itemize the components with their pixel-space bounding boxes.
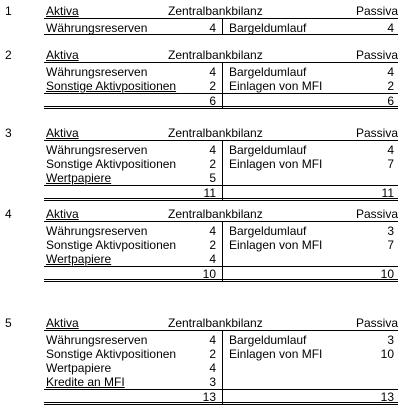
passiva-item-label: Bargeldumlauf	[229, 224, 307, 238]
aktiva-item-label: Wertpapiere	[46, 361, 112, 375]
passiva-total-row	[229, 267, 394, 281]
aktiva-item-value: 2	[209, 347, 216, 361]
balance-number: 2	[5, 48, 12, 62]
balance-number: 5	[5, 316, 12, 330]
passiva-item-value: 2	[387, 79, 394, 93]
aktiva-column	[44, 19, 223, 35]
aktiva-row	[46, 224, 216, 238]
aktiva-item-value: 4	[209, 224, 216, 238]
passiva-column	[223, 141, 398, 201]
passiva-row	[229, 21, 394, 35]
aktiva-heading: Aktiva	[46, 4, 79, 18]
passiva-heading: Passiva	[355, 4, 398, 18]
passiva-total: 6	[387, 94, 394, 108]
balance-number: 1	[5, 4, 12, 18]
aktiva-item-value: 4	[209, 65, 216, 79]
aktiva-item-value: 2	[209, 157, 216, 171]
aktiva-total: 11	[203, 186, 216, 200]
passiva-item-label: Einlagen von MFI	[229, 157, 323, 171]
passiva-item-label: Einlagen von MFI	[229, 238, 323, 252]
aktiva-item-value: 2	[209, 79, 216, 93]
aktiva-item-value: 4	[209, 252, 216, 266]
balance-header	[46, 48, 398, 62]
passiva-item-value: 10	[380, 347, 394, 361]
balance-title: Zentralbankbilanz	[168, 4, 263, 18]
passiva-item-value: 3	[387, 333, 394, 347]
passiva-heading: Passiva	[355, 316, 398, 330]
balance-title: Zentralbankbilanz	[168, 207, 263, 221]
aktiva-total: 13	[202, 390, 216, 404]
aktiva-row	[46, 65, 216, 79]
aktiva-row	[46, 21, 216, 35]
aktiva-heading: Aktiva	[46, 126, 79, 140]
passiva-item-label: Bargeldumlauf	[229, 143, 307, 157]
aktiva-total-row	[46, 390, 216, 404]
aktiva-item-label: Währungsreserven	[46, 65, 148, 79]
balance-table	[44, 140, 398, 201]
aktiva-row	[46, 171, 216, 185]
aktiva-total-row	[46, 186, 216, 200]
passiva-item-label: Bargeldumlauf	[229, 65, 307, 79]
passiva-row	[229, 157, 394, 171]
aktiva-item-label: Kredite an MFI	[46, 375, 125, 389]
passiva-total: 13	[380, 390, 394, 404]
passiva-heading: Passiva	[355, 126, 398, 140]
aktiva-item-label: Sonstige Aktivpositionen	[46, 347, 177, 361]
balance-number: 3	[5, 126, 12, 140]
aktiva-item-value: 4	[209, 333, 216, 347]
passiva-item-label: Einlagen von MFI	[229, 347, 323, 361]
aktiva-item-label: Währungsreserven	[46, 143, 148, 157]
passiva-column	[223, 63, 398, 109]
aktiva-item-value: 4	[209, 361, 216, 375]
aktiva-column	[44, 222, 223, 282]
aktiva-item-label: Sonstige Aktivpositionen	[46, 238, 177, 252]
balance-table	[44, 221, 398, 282]
aktiva-item-label: Wertpapiere	[46, 252, 112, 266]
passiva-item-value: 4	[387, 21, 394, 35]
aktiva-heading: Aktiva	[46, 316, 79, 330]
aktiva-item-value: 4	[209, 143, 216, 157]
aktiva-item-value: 5	[209, 171, 216, 185]
passiva-row	[229, 333, 394, 347]
passiva-item-value: 4	[387, 65, 394, 79]
aktiva-item-label: Wertpapiere	[46, 171, 112, 185]
passiva-row	[229, 238, 394, 252]
balance-header	[46, 4, 398, 18]
aktiva-row	[46, 347, 216, 361]
passiva-column	[223, 331, 398, 405]
aktiva-item-value: 3	[209, 375, 216, 389]
passiva-total: 10	[380, 267, 394, 281]
aktiva-total-row	[46, 94, 216, 108]
passiva-column	[223, 19, 398, 35]
aktiva-row	[46, 143, 216, 157]
passiva-heading: Passiva	[355, 48, 398, 62]
balance-header	[46, 126, 398, 140]
aktiva-row	[46, 157, 216, 171]
aktiva-heading: Aktiva	[46, 207, 79, 221]
passiva-total-row	[229, 94, 394, 108]
aktiva-column	[44, 63, 223, 109]
balance-number: 4	[5, 207, 12, 221]
passiva-item-value: 3	[387, 224, 394, 238]
aktiva-item-label: Währungsreserven	[46, 333, 148, 347]
passiva-item-label: Bargeldumlauf	[229, 333, 307, 347]
balance-title: Zentralbankbilanz	[168, 126, 263, 140]
passiva-total-row	[229, 186, 394, 200]
passiva-heading: Passiva	[355, 207, 398, 221]
aktiva-heading: Aktiva	[46, 48, 79, 62]
passiva-row	[229, 224, 394, 238]
passiva-item-value: 7	[387, 238, 394, 252]
aktiva-item-value: 4	[209, 21, 216, 35]
aktiva-total: 6	[209, 94, 216, 108]
passiva-column	[223, 222, 398, 282]
passiva-row	[229, 79, 394, 93]
aktiva-row	[46, 238, 216, 252]
aktiva-item-value: 2	[209, 238, 216, 252]
passiva-item-value: 7	[387, 157, 394, 171]
aktiva-column	[44, 331, 223, 405]
aktiva-row	[46, 252, 216, 266]
passiva-row	[229, 143, 394, 157]
aktiva-item-label: Währungsreserven	[46, 224, 148, 238]
balance-header	[46, 207, 398, 221]
passiva-row	[229, 347, 394, 361]
aktiva-item-label: Sonstige Aktivpositionen	[46, 79, 177, 93]
aktiva-row	[46, 79, 216, 93]
passiva-item-label: Einlagen von MFI	[229, 79, 323, 93]
aktiva-column	[44, 141, 223, 201]
aktiva-row	[46, 375, 216, 389]
balance-table	[44, 62, 398, 109]
aktiva-total: 10	[202, 267, 216, 281]
passiva-total: 11	[381, 186, 394, 200]
balance-table	[44, 18, 398, 35]
aktiva-row	[46, 361, 216, 375]
balance-table	[44, 330, 398, 405]
passiva-total-row	[229, 390, 394, 404]
passiva-item-label: Bargeldumlauf	[229, 21, 307, 35]
balance-title: Zentralbankbilanz	[168, 316, 263, 330]
balance-header	[46, 316, 398, 330]
balance-title: Zentralbankbilanz	[168, 48, 263, 62]
aktiva-total-row	[46, 267, 216, 281]
aktiva-row	[46, 333, 216, 347]
aktiva-item-label: Währungsreserven	[46, 21, 148, 35]
passiva-item-value: 4	[387, 143, 394, 157]
aktiva-item-label: Sonstige Aktivpositionen	[46, 157, 177, 171]
passiva-row	[229, 65, 394, 79]
